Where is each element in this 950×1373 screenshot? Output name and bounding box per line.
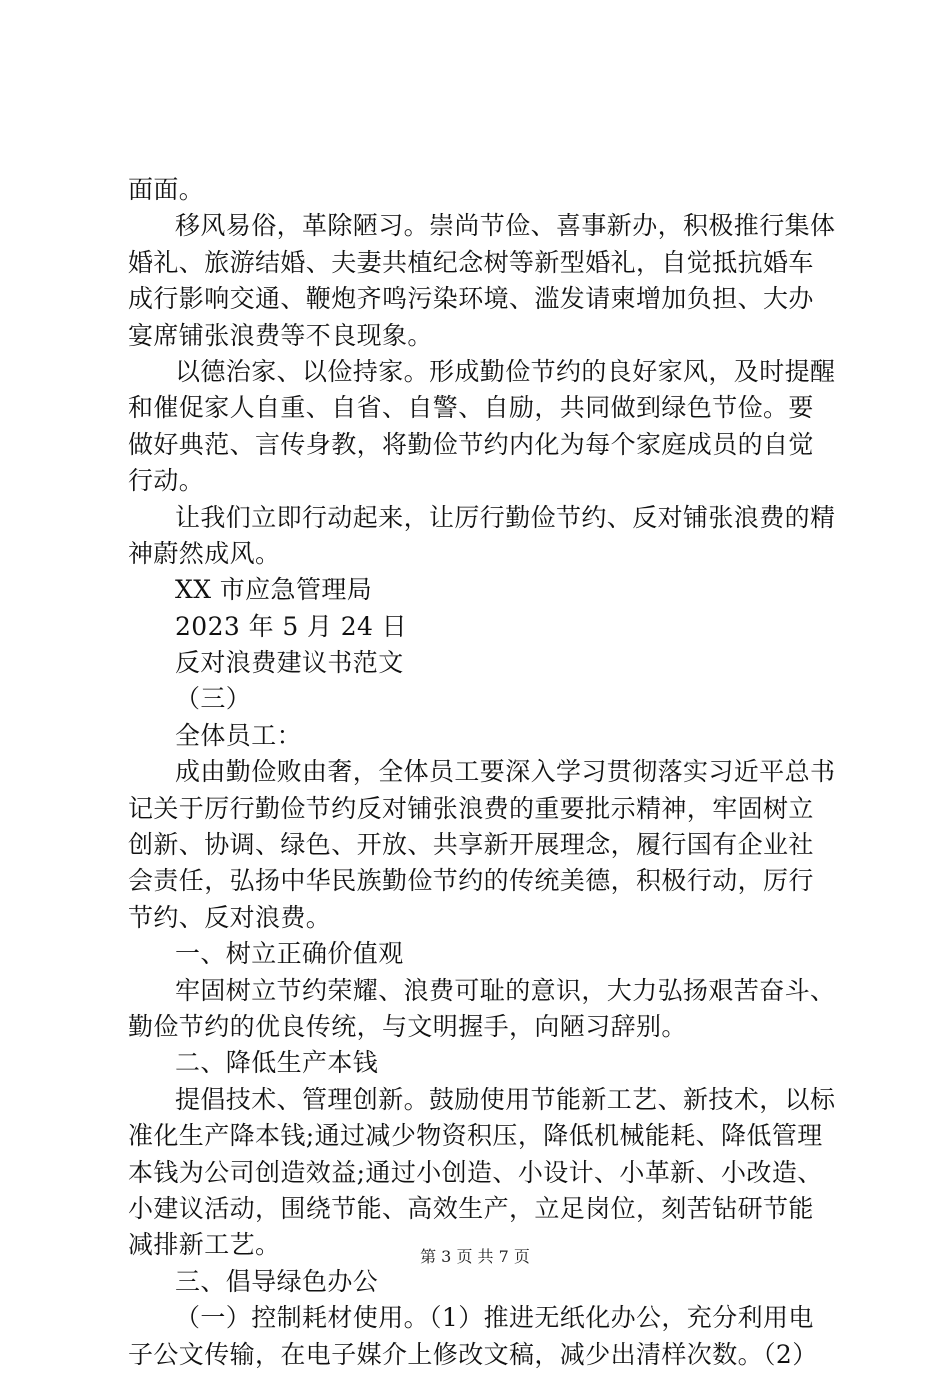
text-line: 减排新工艺。 <box>128 1230 281 1260</box>
page-footer: 第 3 页 共 7 页 <box>420 1247 530 1266</box>
text-line: 和催促家人自重、自省、自警、自励，共同做到绿色节俭。要 <box>128 393 814 423</box>
text-line: 准化生产降本钱;通过减少物资积压，降低机械能耗、降低管理 <box>128 1121 823 1151</box>
text-line: 记关于厉行勤俭节约反对铺张浪费的重要批示精神，牢固树立 <box>128 793 814 823</box>
text-line: 二、降低生产本钱 <box>175 1048 379 1078</box>
text-line: 全体员工： <box>175 720 303 750</box>
text-line: 反对浪费建议书范文 <box>175 648 404 678</box>
document-body <box>128 172 836 1373</box>
text-line: 成由勤俭败由奢，全体员工要深入学习贯彻落实习近平总书 <box>175 757 836 787</box>
text-line: 会责任，弘扬中华民族勤俭节约的传统美德，积极行动，厉行 <box>128 866 814 896</box>
text-line: 三、倡导绿色办公 <box>175 1266 379 1296</box>
text-line: 勤俭节约的优良传统，与文明握手，向陋习辞别。 <box>128 1011 687 1041</box>
text-line: 神蔚然成风。 <box>128 538 281 568</box>
text-line: 牢固树立节约荣耀、浪费可耻的意识，大力弘扬艰苦奋斗、 <box>175 975 836 1005</box>
text-line: XX 市应急管理局 <box>175 575 373 605</box>
text-line: 小建议活动，围绕节能、高效生产，立足岗位，刻苦钻研节能 <box>128 1193 814 1223</box>
text-line: 婚礼、旅游结婚、夫妻共植纪念树等新型婚礼，自觉抵抗婚车 <box>128 247 814 277</box>
text-line: 宴席铺张浪费等不良现象。 <box>128 320 433 350</box>
text-line: 移风易俗，革除陋习。崇尚节俭、喜事新办，积极推行集体 <box>175 211 836 241</box>
text-line: 以德治家、以俭持家。形成勤俭节约的良好家风，及时提醒 <box>175 356 836 386</box>
text-line: 行动。 <box>128 466 205 496</box>
text-line: 节约、反对浪费。 <box>128 902 332 932</box>
text-line: 面面。 <box>128 175 205 204</box>
text-line: （三） <box>175 684 252 714</box>
text-line: （一）控制耗材使用。（1）推进无纸化办公，充分利用电 <box>175 1303 814 1333</box>
text-line: 让我们立即行动起来，让厉行勤俭节约、反对铺张浪费的精 <box>175 502 836 532</box>
text-line: 2023 年 5 月 24 日 <box>175 611 408 641</box>
text-line: 成行影响交通、鞭炮齐鸣污染环境、滥发请柬增加负担、大办 <box>128 284 814 314</box>
text-line: 本钱为公司创造效益;通过小创造、小设计、小革新、小改造、 <box>128 1157 823 1187</box>
text-line: 提倡技术、管理创新。鼓励使用节能新工艺、新技术，以标 <box>175 1084 836 1114</box>
text-line: 创新、协调、绿色、开放、共享新开展理念，履行国有企业社 <box>128 830 814 860</box>
text-line: 做好典范、言传身教，将勤俭节约内化为每个家庭成员的自觉 <box>128 429 814 459</box>
text-line: 一、树立正确价值观 <box>175 939 404 969</box>
text-line: 子公文传输，在电子媒介上修改文稿，减少出清样次数。（2） <box>128 1339 818 1369</box>
